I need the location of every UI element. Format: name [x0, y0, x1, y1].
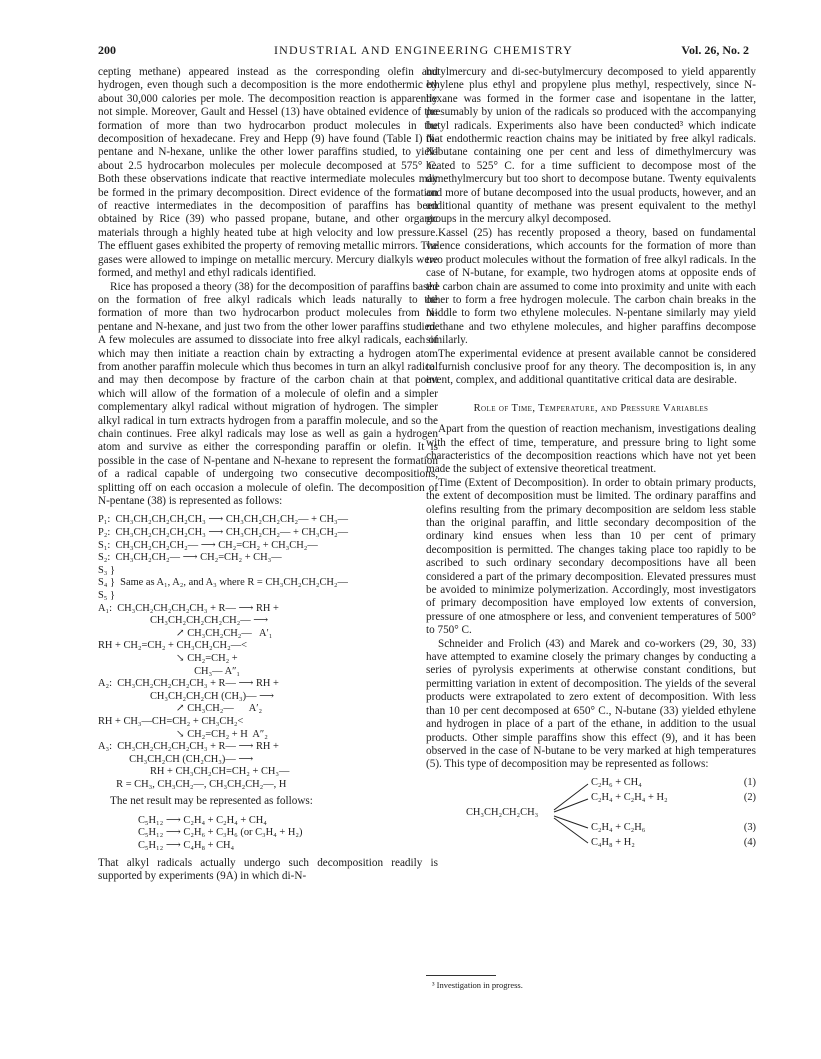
page-header: [98, 43, 749, 61]
product-formula: C₂H₆ + CH₄: [591, 776, 642, 788]
paragraph: Rice has proposed a theory (38) for the decomposition of paraffins based on the formation of free alkyl radicals which leads naturally to the formation of more than two hydrocarbon product molecules from N-pentane and N-hexane, and just two from the other lower paraffins studied. A few molecules are assumed to dissociate into free alkyl radicals, each of which may then initiate a reaction chain by extracting a hydrogen atom from another paraffin molecule which thus becomes in turn an alkyl radical and may then decompose by fracture of the carbon chain at that point which will allow of the formation of a molecule of olefin and a simpler complementary alkyl radical without migration of hydrogen. The simpler alkyl radical in turn extracts hydrogen from a paraffin molecule, and so the chain continues. Free alkyl radicals may lose as well as gain a hydrogen atom and survive as either the corresponding paraffin or olefin. It is possible in the case of N-pentane and N-hexane to represent the formation of a radical capable of undergoing two consecutive decompositions, splitting off on each occasion a molecule of olefin. The decomposition of N-pentane (38) is represented as follows:: [98, 280, 438, 507]
pentane-reaction-equations: P₁: CH₃CH₂CH₂CH₂CH₃ ⟶ CH₃CH₂CH₂CH₂— + CH₃— P₂: CH₃CH₂CH₂CH₂CH₃ ⟶ CH₃CH₂CH₂— + CH₃CH₂— S₁: CH₃CH₂CH₂CH₂— ⟶ CH₂=CH₂ + CH₃CH₂— S₂: CH₃CH₂CH₂— ⟶ CH₂=CH₂ + CH₃— S₃ } S₄ } Same as A₁, A₂, and A₃ where R = CH₃CH₂CH₂CH₂— S₅ } A₁: CH₃CH₂CH₂CH₂CH₃ + R— ⟶ RH + CH₃CH₂CH₂CH₂CH₂— ⟶ ↗ CH₃CH₂CH₂— A′₁ RH + CH₂=CH₂ + CH₃CH₂CH₂—< ↘ CH₂=CH₂ + CH₃— A″₁ A₂: CH₃CH₂CH₂CH₂CH₃ + R— ⟶ RH + CH₃CH₂CH₂CH (CH₃)— ⟶ ↗ CH₃CH₂— A′₂ RH + CH₃—CH=CH₂ + CH₃CH₂< ↘ CH₂=CH₂ + H A″₂ A₃: CH₃CH₂CH₂CH₂CH₃ + R— ⟶ RH + CH₃CH₂CH (CH₂CH₃)— ⟶ RH + CH₃CH₂CH=CH₂ + CH₃— R = CH₃, CH₃CH₂—, CH₃CH₂CH₂—, H: [98, 514, 348, 790]
volume-issue: Vol. 26, No. 2: [681, 43, 749, 57]
arrow-1: [554, 784, 588, 810]
paragraph: butylmercury and di-sec-butylmercury decomposed to yield apparently ethylene plus ethyl and propylene plus methyl, respectively, since N-hexane was formed in the former case and isopentane in the latter, presumably by union of the radicals so produced with the accompanying butyl radicals. Experiments also have been conducted³ which indicate that endothermic reaction chains may be initiated by free alkyl radicals. N-butane containing one per cent and less of dimethylmercury was heated to 525° C. for a time sufficient to decompose most of the dimethylmercury but too short to decompose butane. Twenty equivalents and more of butane decomposed into the usual products, however, and an additional quantity of methane was present equivalent to the methyl groups in the mercury alkyl decomposed.: [426, 66, 756, 226]
journal-title: INDUSTRIAL AND ENGINEERING CHEMISTRY: [273, 43, 574, 57]
net-result-equations: C₅H₁₂ ⟶ C₂H₄ + C₂H₄ + CH₄ C₅H₁₂ ⟶ C₂H₆ + C₃H₆ (or C₃H₄ + H₂) C₅H₁₂ ⟶ C₄H₈ + CH₄: [138, 814, 303, 852]
paragraph: The net result may be represented as follows:: [110, 795, 313, 808]
right-column: [426, 66, 756, 856]
paragraph: Apart from the question of reaction mechanism, investigations dealing with the effect of time, temperature, and pressure bring to light some characteristics of the decomposition reactions which have not yet been made the subject of extensive theoretical treatment.: [426, 423, 756, 476]
paragraph: Time (Extent of Decomposition). In order to obtain primary products, the extent of decomposition must be limited. The ordinary paraffins and olefins resulting from the primary decomposition are seldom less stable than the original paraffin, and little secondary decomposition of the ordinary kind ensues when less than 10 per cent of primary decomposition is permitted. The changes taking place too rapidly to be ascribed to such ordinary secondary decompositions have all been considered a part of the primary decomposition. Elevated pressures must be avoided to minimize polymerization. Accordingly, most investigators of primary decomposition have employed low extents of conversion, pressure of one atmosphere or less, and convenient temperatures of 500° to 750° C.: [426, 476, 756, 637]
butane-formula: CH₃CH₂CH₂CH₃: [466, 806, 539, 818]
product-formula: C₂H₄ + C₂H₆: [591, 821, 646, 833]
section-heading: Role of Time, Temperature, and Pressure Variables: [473, 402, 709, 414]
footnote: ³ Investigation in progress.: [432, 980, 523, 990]
paragraph: That alkyl radicals actually undergo such decomposition readily is supported by experiments (9A) in which di-N-: [98, 856, 438, 883]
product-formula: C₄H₈ + H₂: [591, 836, 635, 848]
left-column: [98, 66, 438, 883]
paragraph: Kassel (25) has recently proposed a theory, based on fundamental valence considerations, which accounts for the formation of more than two product molecules without the formation of free alkyl radicals. In the case of N-butane, for example, two hydrogen atoms at opposite ends of the carbon chain are assumed to come into proximity and unite with each other to form a free hydrogen molecule. The carbon chain breaks in the middle to form two ethylene molecules. N-pentane similarly may yield methane and two ethylene molecules, and higher paraffins decompose similarly.: [426, 226, 756, 347]
product-formula: C₂H₄ + C₂H₄ + H₂: [591, 791, 668, 803]
paragraph: cepting methane) appeared instead as the corresponding olefin and hydrogen, even though such a decomposition is the more endothermic by about 30,000 calories per mole. The decomposition reaction is apparently not simple. Moreover, Gault and Hessel (13) have obtained evidence of the formation of more than two hydrocarbon product molecules in the decomposition of hexadecane. Frey and Hepp (9) have found (Table I) N-pentane and N-hexane, unlike the other lower paraffins studied, to yield about 2.5 hydrocarbon molecules per molecule decomposed at 575° C. Both these observations indicate that reactive intermediate molecules may be formed in the primary decomposition. Direct evidence of the formation of reactive intermediates in the decomposition of paraffins has been obtained by Rice (39) who passed propane, butane, and other organic materials through a highly heated tube at high velocity and low pressure. The effluent gases exhibited the property of removing metallic mirrors. The gases were allowed to impinge on metallic mercury. Mercury dialkyls were formed, and methyl and ethyl radicals identified.: [98, 66, 438, 280]
equation-number: (1): [743, 776, 756, 788]
equation-number: (2): [743, 791, 756, 803]
footnote-divider: [426, 975, 496, 976]
equation-number: (3): [743, 821, 756, 833]
page-number: 200: [98, 43, 116, 57]
equation-number: (4): [743, 836, 756, 848]
paragraph: Schneider and Frolich (43) and Marek and co-workers (29, 30, 33) have attempted to examine closely the primary changes by conducting a series of pyrolysis experiments at otherwise constant conditions, but permitting variation in extent of decomposition. The yields of the several products were extrapolated to zero extent of decomposition. With less than 10 per cent decomposed at 650° C., N-butane (33) yielded ethylene and hydrogen in place of a part of the ethane, in addition to the usual products. Other simple paraffins show this effect (9), and it has been observed in the case of N-butane to be very marked at high temperatures (5). This type of decomposition may be represented as follows:: [426, 637, 756, 771]
paragraph: The experimental evidence at present available cannot be considered to furnish conclusive proof for any theory. The decomposition is, in any event, complex, and additional quantitative critical data are desirable.: [426, 347, 756, 387]
butane-decomposition-scheme: [426, 776, 756, 856]
